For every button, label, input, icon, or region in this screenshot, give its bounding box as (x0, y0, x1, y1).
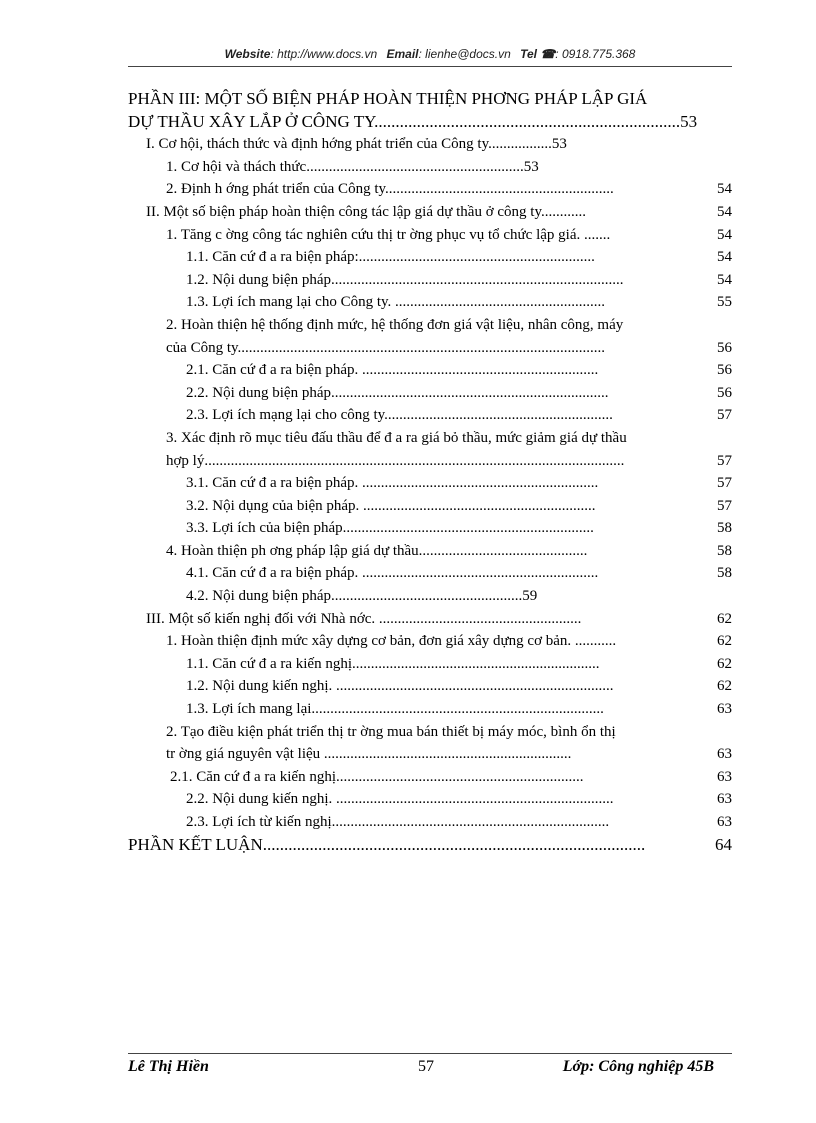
toc-entry (128, 133, 732, 156)
toc-entry-page: 63 (717, 701, 732, 718)
toc-entry (128, 811, 732, 834)
toc-entry (128, 495, 732, 518)
website-value: : http://www.docs.vn (270, 47, 378, 61)
footer-page-number: 57 (418, 1058, 434, 1075)
toc-entry-text: 2.1. Căn cứ đ a ra biện pháp. ............................................................... (186, 362, 599, 379)
toc-entry (128, 834, 732, 857)
toc-entry (128, 156, 732, 179)
toc-entry (128, 88, 732, 111)
toc-entry-text: 2. Hoàn thiện hệ thống định mức, hệ thống đơn giá vật liệu, nhân công, máy (166, 316, 624, 333)
toc-entry (128, 585, 732, 608)
tel-label: Tel ☎ (520, 47, 556, 61)
toc-entry-text: 1. Tăng c ờng công tác nghiên cứu thị tr ờng phục vụ tổ chức lập giá. ....... (166, 226, 611, 243)
toc-entry-page: 63 (717, 768, 732, 785)
footer-author: Lê Thị Hiền (128, 1058, 209, 1075)
toc-entry (128, 472, 732, 495)
toc-entry-text: I. Cơ hội, thách thức và định hớng phát triển của Công ty.................53 (146, 136, 567, 153)
toc-entry-text: hợp lý................................................................................................................ (166, 452, 625, 469)
toc-entry-page: 56 (717, 362, 732, 379)
toc-entry-text: 3.3. Lợi ích của biện pháp................................................................... (186, 520, 594, 537)
email-label: Email (386, 47, 419, 61)
toc-entry-text: 3.2. Nội dụng của biện pháp. .............................................................. (186, 497, 596, 514)
toc-entry-text: PHẦN III: MỘT SỐ BIỆN PHÁP HOÀN THIỆN PHƠNG PHÁP LẬP GIÁ (128, 89, 648, 108)
toc-entry (128, 675, 732, 698)
toc-entry-page: 63 (717, 814, 732, 830)
toc-entry-text: 1.2. Nội dung kiến nghị. .......................................................................... (186, 678, 614, 695)
footer-rule (128, 1053, 732, 1054)
toc-entry-page: 54 (717, 249, 732, 266)
toc-entry-page: 62 (717, 678, 732, 695)
toc-entry (128, 224, 732, 247)
toc-entry (128, 178, 732, 201)
toc-entry-page: 55 (717, 294, 732, 311)
header-rule (128, 66, 732, 67)
toc-entry (128, 404, 732, 427)
toc-entry-page: 58 (717, 542, 732, 559)
toc-entry (128, 269, 732, 292)
toc-entry-text: DỰ THẦU XÂY LẮP Ở CÔNG TY........................................................................53 (128, 111, 698, 131)
toc-entry-text: 2.1. Căn cứ đ a ra kiến nghị.................................................................. (170, 768, 584, 785)
toc-entry-text: 1.3. Lợi ích mang lại cho Công ty. ........................................................ (186, 294, 606, 311)
toc-entry-text: 2. Định h ớng phát triển của Công ty............................................................. (166, 181, 614, 198)
toc-entry-text: PHẦN KẾT LUẬN.......................................................................................... (128, 834, 646, 854)
footer-class: Lớp: Công nghiệp 45B (562, 1058, 714, 1075)
toc-entry (128, 517, 732, 540)
toc-entry (128, 111, 732, 134)
page-footer (128, 1058, 732, 1080)
toc-entry-text: 2.2. Nội dung biện pháp.......................................................................... (186, 384, 609, 401)
toc-entry (128, 246, 732, 269)
toc-entry-page: 57 (717, 407, 732, 424)
toc-entry-text: 1.1. Căn cứ đ a ra biện pháp:............................................................... (186, 249, 595, 266)
toc-entry (128, 427, 732, 450)
table-of-contents (128, 88, 732, 856)
toc-entry-text: 4.2. Nội dung biện pháp...................................................59 (186, 588, 538, 605)
toc-entry (128, 450, 732, 473)
toc-entry (128, 201, 732, 224)
toc-entry-text: 1. Cơ hội và thách thức..........................................................53 (166, 158, 539, 175)
toc-entry-page: 57 (717, 475, 732, 492)
toc-entry (128, 721, 732, 744)
toc-entry-page: 54 (717, 271, 732, 288)
toc-entry (128, 359, 732, 382)
toc-entry-text: 4.1. Căn cứ đ a ra biện pháp. ............................................................... (186, 565, 599, 582)
toc-entry-text: II. Một số biện pháp hoàn thiện công tác lập giá dự thầu ở công ty............ (146, 203, 586, 220)
toc-entry-page: 62 (717, 610, 732, 627)
toc-entry (128, 788, 732, 811)
toc-entry (128, 291, 732, 314)
toc-entry-page: 54 (717, 181, 732, 198)
toc-entry (128, 314, 732, 337)
toc-entry-page: 58 (717, 565, 732, 582)
toc-entry-page: 64 (715, 834, 732, 854)
toc-entry-text: 2.2. Nội dung kiến nghị. .......................................................................... (186, 791, 614, 808)
toc-entry-page: 62 (717, 633, 732, 650)
toc-entry-text: 2.3. Lợi ích từ kiến nghị.......................................................................... (186, 814, 610, 830)
toc-entry-page: 56 (717, 339, 732, 356)
toc-entry-text: 1.1. Căn cứ đ a ra kiến nghị.................................................................. (186, 655, 600, 672)
toc-entry-text: của Công ty.................................................................................................. (166, 339, 606, 356)
page-header (128, 47, 732, 61)
toc-entry (128, 562, 732, 585)
toc-entry (128, 766, 732, 789)
toc-entry-text: 4. Hoàn thiện ph ơng pháp lập giá dự thầu............................................. (166, 542, 588, 559)
email-value: : lienhe@docs.vn (418, 47, 511, 61)
toc-entry-text: 2. Tạo điều kiện phát triển thị tr ờng mua bán thiết bị máy móc, bình ổn thị (166, 723, 616, 740)
toc-entry (128, 698, 732, 721)
toc-entry-page: 63 (717, 746, 732, 763)
toc-entry-text: 3. Xác định rõ mục tiêu đấu thầu để đ a ra giá bỏ thầu, mức giảm giá dự thầu (166, 429, 627, 446)
toc-entry (128, 653, 732, 676)
tel-value: : 0918.775.368 (555, 47, 636, 61)
website-label: Website (224, 47, 271, 61)
toc-entry (128, 630, 732, 653)
toc-entry-text: 2.3. Lợi ích mạng lại cho công ty............................................................. (186, 407, 613, 424)
toc-entry-page: 56 (717, 384, 732, 401)
toc-entry (128, 337, 732, 360)
toc-entry-page: 57 (717, 497, 732, 514)
toc-entry (128, 382, 732, 405)
toc-entry-text: 1.3. Lợi ích mang lại.............................................................................. (186, 701, 604, 718)
toc-entry-page: 57 (717, 452, 732, 469)
toc-entry-text: III. Một số kiến nghị đối với Nhà nớc. ...................................................... (146, 610, 582, 627)
toc-entry (128, 540, 732, 563)
toc-entry-page: 63 (717, 791, 732, 808)
toc-entry-page: 54 (717, 226, 732, 243)
toc-entry-text: 3.1. Căn cứ đ a ra biện pháp. ............................................................... (186, 475, 599, 492)
toc-entry-page: 62 (717, 655, 732, 672)
toc-entry-text: tr ờng giá nguyên vật liệu .................................................................. (166, 746, 572, 763)
toc-entry-page: 54 (717, 203, 732, 220)
toc-entry (128, 608, 732, 631)
toc-entry-page: 58 (717, 520, 732, 537)
toc-entry-text: 1. Hoàn thiện định mức xây dựng cơ bản, đơn giá xây dựng cơ bản. ........... (166, 633, 617, 650)
toc-entry-text: 1.2. Nội dung biện pháp.............................................................................. (186, 271, 624, 288)
toc-entry (128, 743, 732, 766)
